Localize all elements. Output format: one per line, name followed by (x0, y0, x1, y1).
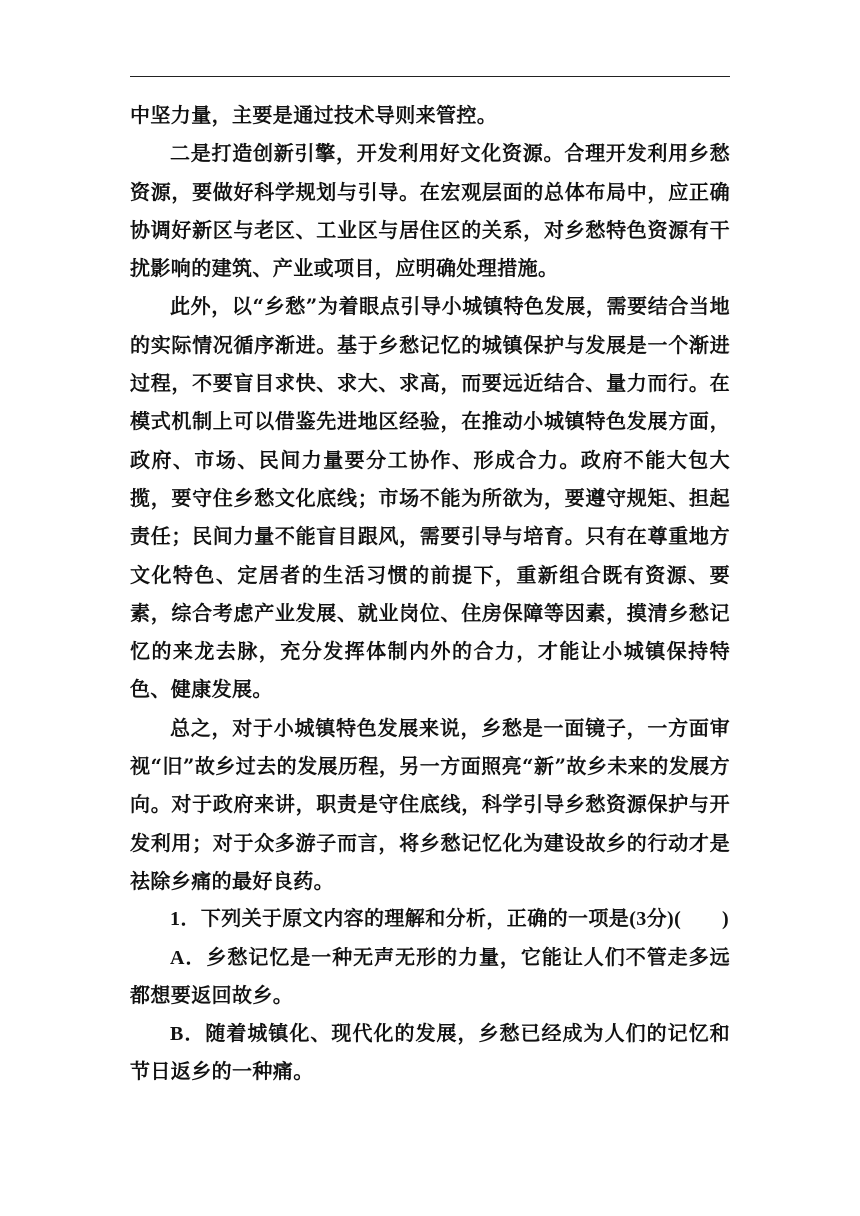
option-b-text: 随着城镇化、现代化的发展，乡愁已经成为人们的记忆和节日返乡的一种痛。 (130, 1023, 731, 1084)
paragraph-conclusion: 总之，对于小城镇特色发展来说，乡愁是一面镜子，一方面审视“旧”故乡过去的发展历程，另一方面照亮“新”故乡未来的发展方向。对于政府来讲，职责是守住底线，科学引导乡愁资源保护与开发利用；对于众多游子而言，将乡愁记忆化为建设故乡的行动才是祛除乡痛的最好良药。 (130, 715, 730, 893)
paragraph-second-measure: 二是打造创新引擎，开发利用好文化资源。合理开发利用乡愁资源，要做好科学规划与引导。在宏观层面的总体布局中，应正确协调好新区与老区、工业区与居住区的关系，对乡愁特色资源有干扰影响的建筑、产业或项目，应明确处理措施。 (130, 141, 730, 281)
option-a (130, 939, 730, 1016)
paragraph-furthermore: 此外，以“乡愁”为着眼点引导小城镇特色发展，需要结合当地的实际情况循序渐进。基于乡愁记忆的城镇保护与发展是一个渐进过程，不要盲目求快、求大、求高，而要远近结合、量力而行。在模式机制上可以借鉴先进地区经验，在推动小城镇特色发展方面，政府、市场、民间力量要分工协作、形成合力。政府不能大包大揽，要守住乡愁文化底线；市场不能为所欲为，要遵守规矩、担起责任；民间力量不能盲目跟风，需要引导与培育。只有在尊重地方文化特色、定居者的生活习惯的前提下，重新组合既有资源、要素，综合考虑产业发展、就业岗位、住房保障等因素，摸清乡愁记忆的来龙去脉，充分发挥体制内外的合力，才能让小城镇保持特色、健康发展。 (130, 294, 730, 702)
option-b (130, 1015, 730, 1092)
question-stem: 1．下列关于原文内容的理解和分析，正确的一项是(3分)( ) (170, 908, 730, 931)
option-a-label: A． (170, 946, 207, 969)
document-body (130, 96, 730, 1092)
option-a-text: 乡愁记忆是一种无声无形的力量，它能让人们不管走多远都想要返回故乡。 (130, 946, 731, 1007)
option-b-label: B． (170, 1023, 206, 1046)
header-rule (130, 76, 730, 77)
paragraph-continuation: 中坚力量，主要是通过技术导则来管控。 (130, 103, 498, 127)
